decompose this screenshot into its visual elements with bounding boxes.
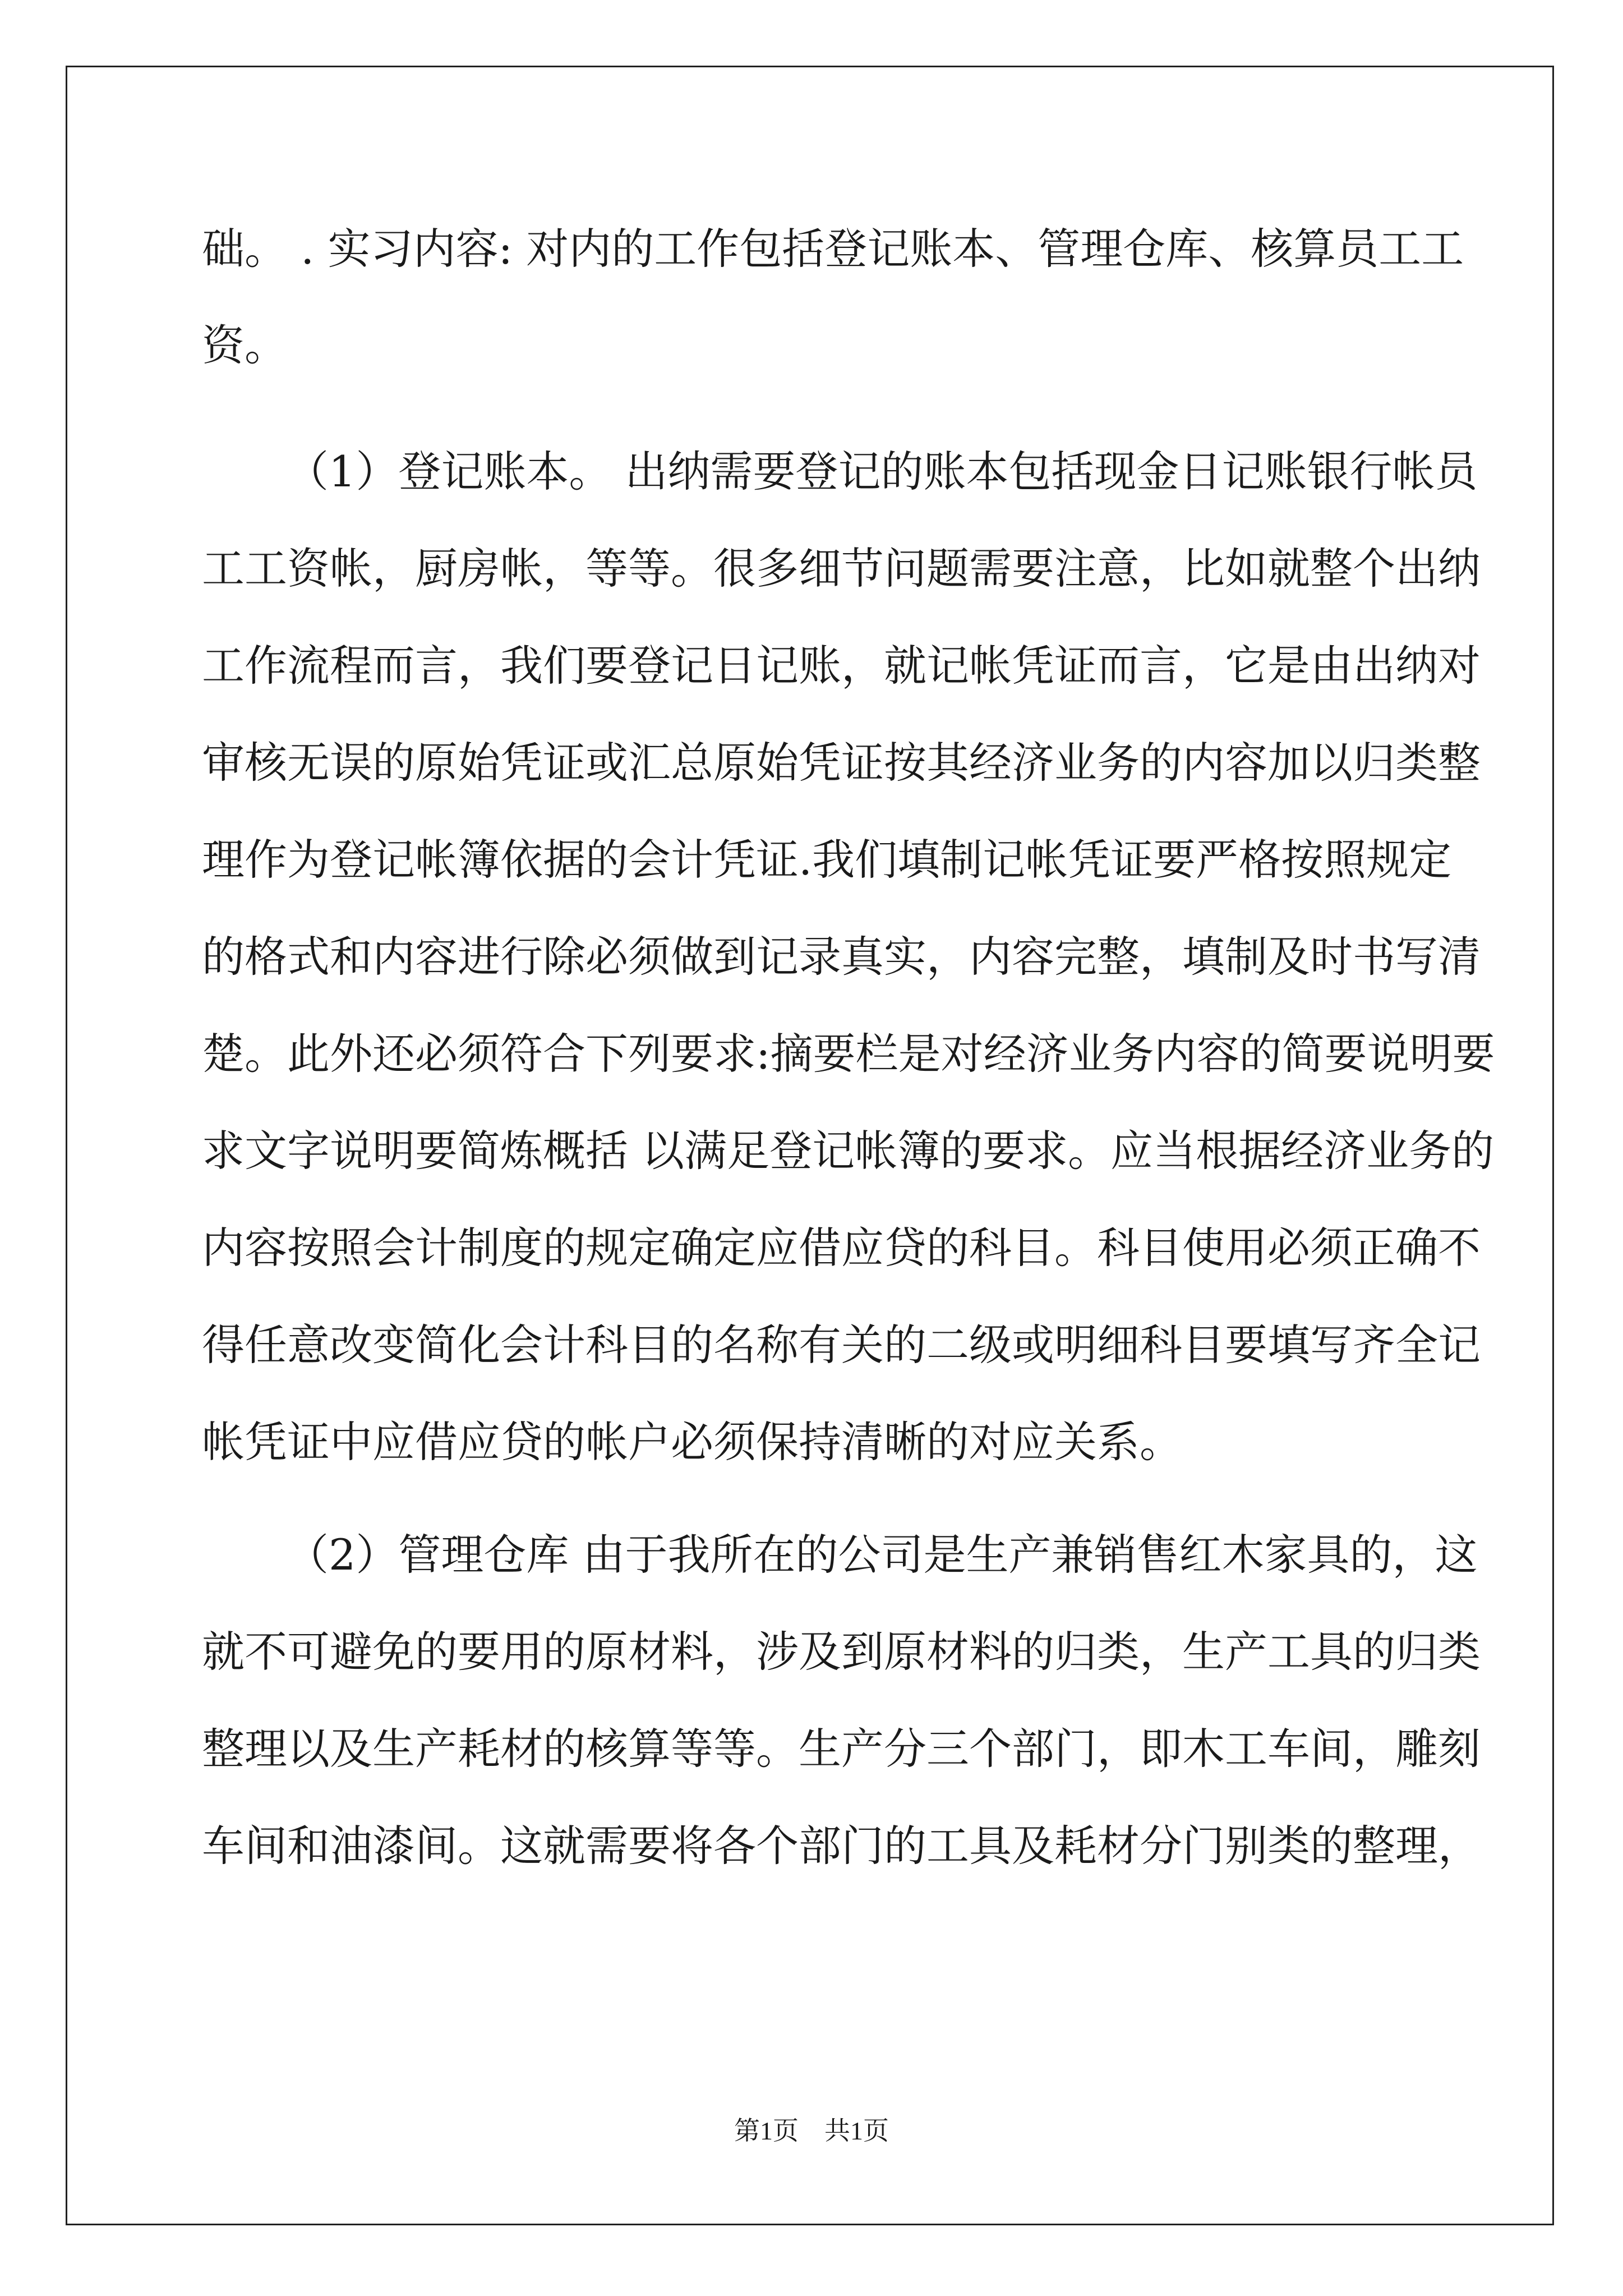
text-line: 内容按照会计制度的规定确定应借应贷的科目。科目使用必须正确不: [202, 1223, 1481, 1273]
text-line: （2）管理仓库 由于我所在的公司是生产兼销售红木家具的，这: [286, 1530, 1478, 1580]
text-line: 楚。此外还必须符合下列要求:摘要栏是对经济业务内容的简要说明要: [202, 1029, 1495, 1079]
text-line: 的格式和内容进行除必须做到记录真实，内容完整，填制及时书写清: [202, 932, 1481, 982]
text-line: 帐凭证中应借应贷的帐户必须保持清晰的对应关系。: [202, 1417, 1182, 1467]
page-footer: 第1页 共1页: [734, 2116, 889, 2145]
text-line: 工工资帐，厨房帐，等等。很多细节问题需要注意，比如就整个出纳: [202, 544, 1481, 593]
text-line: 理作为登记帐簿依据的会计凭证.我们填制记帐凭证要严格按照规定: [202, 835, 1452, 885]
text-line: 整理以及生产耗材的核算等等。生产分三个部门，即木工车间，雕刻: [202, 1724, 1481, 1774]
text-line: 资。: [202, 320, 287, 370]
text-line: （1）登记账本。 出纳需要登记的账本包括现金日记账银行帐员: [286, 447, 1478, 496]
text-line: 工作流程而言，我们要登记日记账，就记帐凭证而言，它是由出纳对: [202, 641, 1481, 691]
text-line: 车间和油漆间。这就需要将各个部门的工具及耗材分门别类的整理，: [202, 1821, 1481, 1871]
text-line: 础。 . 实习内容: 对内的工作包括登记账本、管理仓库、核算员工工: [202, 224, 1464, 274]
text-line: 就不可避免的要用的原材料，涉及到原材料的归类，生产工具的归类: [202, 1627, 1481, 1677]
text-line: 审核无误的原始凭证或汇总原始凭证按其经济业务的内容加以归类整: [202, 738, 1481, 788]
text-line: 得任意改变简化会计科目的名称有关的二级或明细科目要填写齐全记: [202, 1320, 1481, 1370]
text-line: 求文字说明要简炼概括 以满足登记帐簿的要求。应当根据经济业务的: [202, 1126, 1495, 1176]
